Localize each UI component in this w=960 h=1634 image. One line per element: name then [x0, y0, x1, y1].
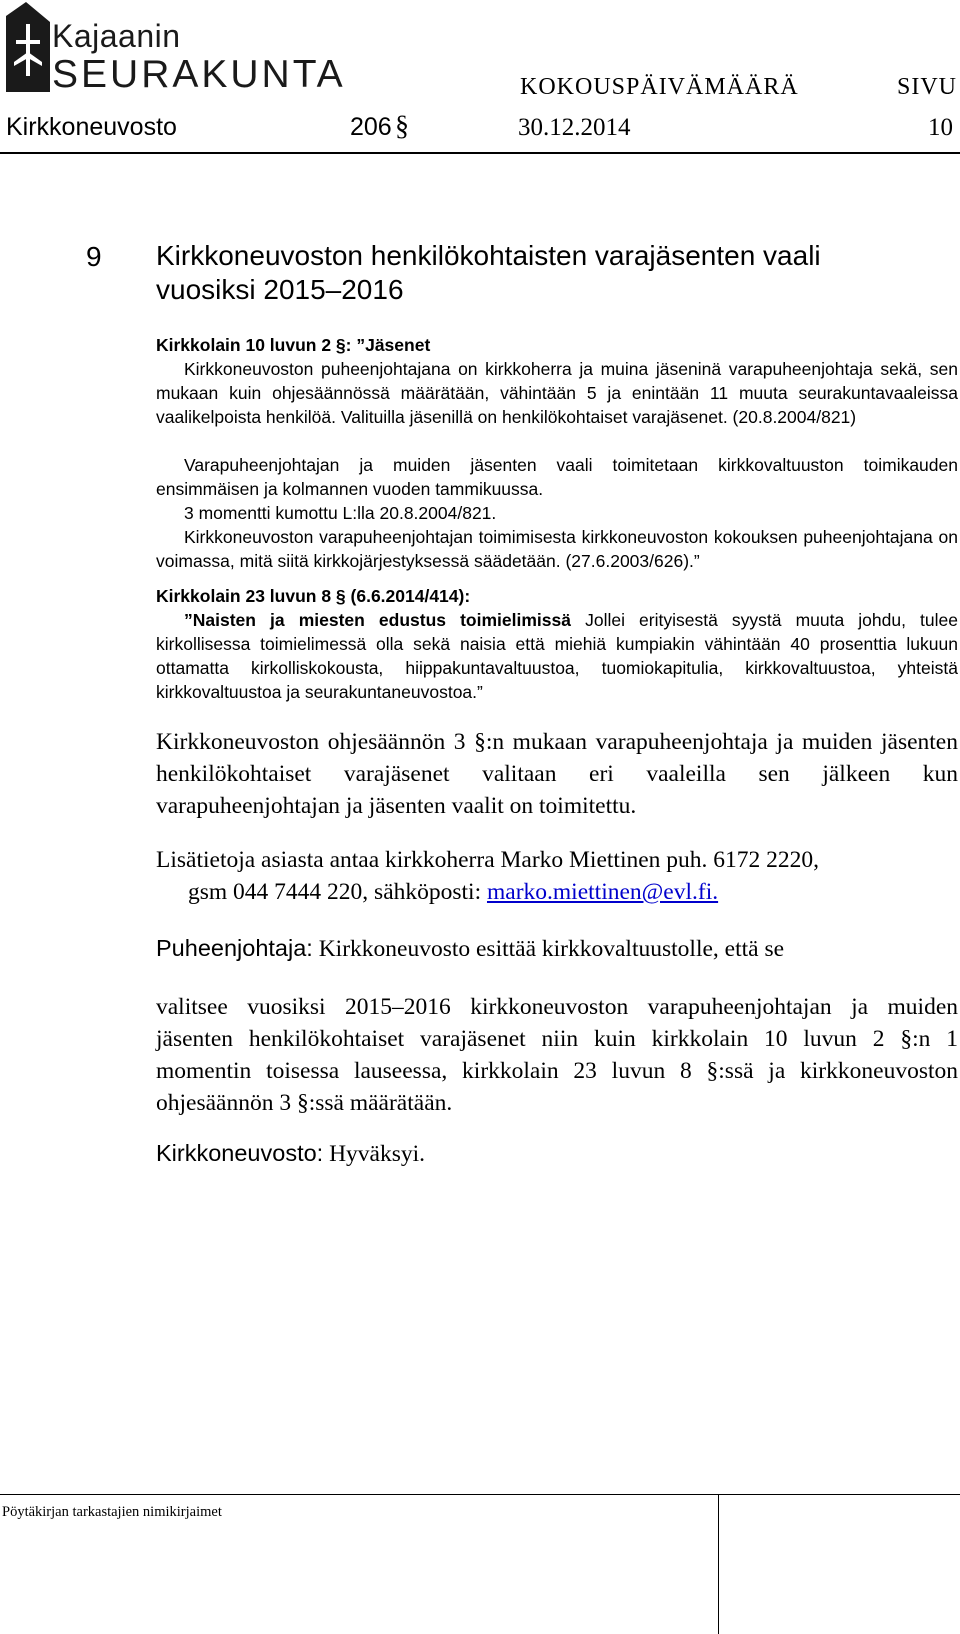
- decision-label: Kirkkoneuvosto:: [156, 1140, 324, 1166]
- law-paragraph-1: [156, 357, 958, 429]
- law-paragraph-5: [156, 608, 958, 704]
- law-heading-10-2: Kirkkolain 10 luvun 2 §: ”Jäsenet: [156, 335, 431, 355]
- law-paragraph-1-text: Kirkkoneuvoston puheenjohtajana on kirkkoherra ja muina jäseninä varapuheenjohtaja sekä, sen mukaan kuin ohjesäännössä määrätään, vähintään 5 ja enintään 11 muuta seurakuntavaaleissa vaalikelpoista henkilöä. Valituilla jäsenillä on henkilökohtaiset varajäsenet. (20.8.2004/821): [156, 359, 958, 427]
- law-heading-23-8: Kirkkolain 23 luvun 8 § (6.6.2014/414):: [156, 586, 471, 606]
- section-sign: §: [395, 111, 409, 142]
- item-number: 9: [86, 241, 102, 272]
- footer-vertical-divider: [718, 1494, 719, 1634]
- page-number: 10: [928, 114, 953, 141]
- chair-text: Kirkkoneuvosto esittää kirkkovaltuustolle, että se: [312, 936, 785, 962]
- law-paragraph-5-text: Jollei erityisestä syystä muuta johdu, tulee kirkollisessa toimielimessä olla sekä naisia että miehiä kumpiakin vähintään 40 prosenttia lukuun ottamatta kirkolliskokousta, hiippakuntavaltuustoa, tuomiokapitulia, kirkkovaltuustoa, yhteistä kirkkovaltuustoa ja seurakuntaneuvostoa.”: [156, 610, 959, 702]
- meeting-date: 30.12.2014: [518, 114, 631, 141]
- chair-label: Puheenjohtaja:: [156, 935, 313, 961]
- chair-proposal-intro: [156, 932, 958, 965]
- law-paragraph-2: [156, 453, 958, 501]
- church-logo-icon: [4, 2, 56, 97]
- rules-paragraph: Kirkkoneuvoston ohjesäännön 3 §:n mukaan varapuheenjohtaja ja muiden jäsenten henkilökohtaiset varajäsenet valitaan eri vaaleilla sen jälkeen kun varapuheenjohtajan ja jäsenten vaalit on toimitettu.: [156, 729, 958, 819]
- info-contact-text: gsm 044 7444 220, sähköposti:: [188, 879, 487, 905]
- header-divider: [0, 152, 960, 154]
- decision-line: [156, 1137, 958, 1170]
- law-paragraph-3-text: 3 momentti kumottu L:lla 20.8.2004/821.: [184, 503, 497, 523]
- meeting-date-label: KOKOUSPÄIVÄMÄÄRÄ: [520, 74, 799, 100]
- organ-name: Kirkkoneuvosto: [6, 113, 177, 141]
- info-line-2: [188, 876, 948, 908]
- logo-text-line2: SEURAKUNTA: [52, 53, 346, 96]
- law-paragraph-4: [156, 525, 958, 573]
- logo-text-line1: Kajaanin: [52, 18, 181, 54]
- info-line-1: Lisätietoja asiasta antaa kirkkoherra Marko Miettinen puh. 6172 2220,: [156, 847, 820, 873]
- law-paragraph-5-heading: ”Naisten ja miesten edustus toimielimissä: [184, 610, 571, 630]
- proposal-paragraph: valitsee vuosiksi 2015–2016 kirkkoneuvoston varapuheenjohtajan ja muiden jäsenten henkilökohtaiset varajäsenet niin kuin kirkkolain 10 luvun 2 §:n 1 momentin toisessa lauseessa, kirkkolain 23 luvun 8 §:ssä ja kirkkoneuvoston ohjesäännön 3 §:ssä määrätään.: [156, 994, 958, 1116]
- section-number: 206: [350, 113, 392, 141]
- law-paragraph-4-text: Kirkkoneuvoston varapuheenjohtajan toimimisesta kirkkoneuvoston kokouksen puheenjohtajana on voimassa, mitä siitä kirkkojärjestyksessä säädetään. (27.6.2003/626).”: [156, 527, 958, 571]
- page-label: SIVU: [897, 74, 958, 100]
- footer-label: Pöytäkirjan tarkastajien nimikirjaimet: [2, 1504, 222, 1520]
- email-link[interactable]: marko.miettinen@evl.fi.: [486, 879, 719, 905]
- law-paragraph-3: [156, 501, 958, 525]
- decision-text: Hyväksyi.: [323, 1141, 426, 1167]
- law-paragraph-2-text: Varapuheenjohtajan ja muiden jäsenten vaali toimitetaan kirkkovaltuuston toimikauden ensimmäisen ja kolmannen vuoden tammikuussa.: [156, 455, 958, 499]
- footer-divider: [0, 1494, 960, 1495]
- item-title: Kirkkoneuvoston henkilökohtaisten varajäsenten vaali vuosiksi 2015–2016: [156, 240, 821, 305]
